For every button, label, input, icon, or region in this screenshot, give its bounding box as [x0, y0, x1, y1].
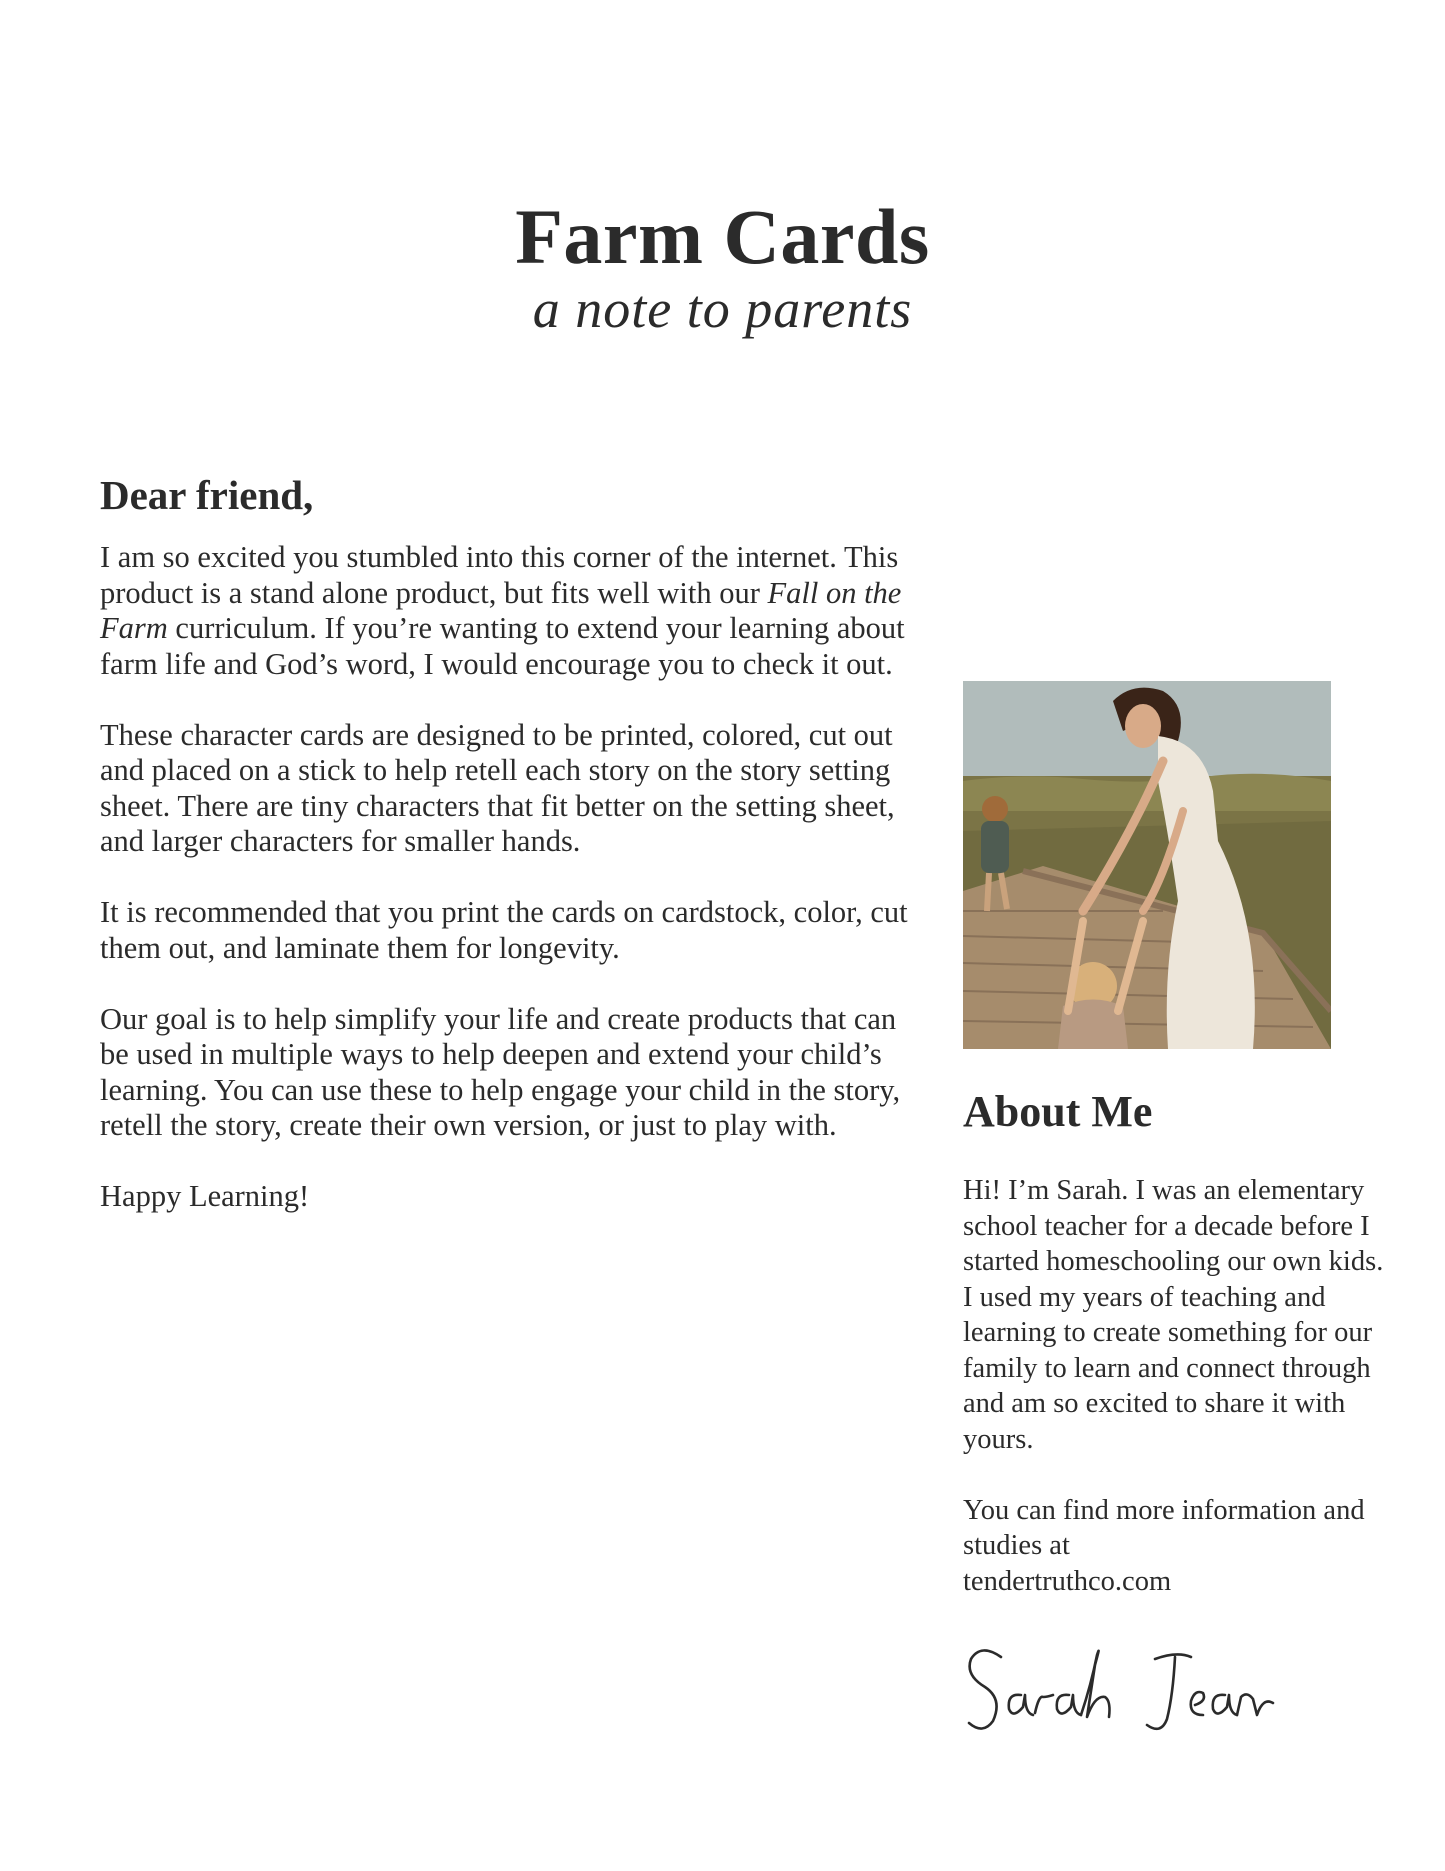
page-header [0, 195, 1445, 339]
about-info-text: You can find more information and studies at [963, 1494, 1365, 1561]
about-heading: About Me [963, 1087, 1153, 1136]
family-photo-illustration [963, 681, 1331, 1049]
intro-text-end: curriculum. If you’re wanting to extend your learning about farm life and God’s word, I would encourage you to check it out. [100, 611, 905, 681]
letter-paragraph-printing: It is recommended that you print the cards on cardstock, color, cut them out, and laminate them for longevity. [100, 895, 908, 965]
family-photo [963, 681, 1331, 1049]
letter-paragraph-goal: Our goal is to help simplify your life and create products that can be used in multiple ways to help deepen and extend your child’s learning. You can use these to help engage your child in the story, retell the story, create their own version, or just to play with. [100, 1001, 901, 1142]
intro-text-start: I am so excited you stumbled into this corner of the internet. This product is a stand alone product, but fits well with our [100, 540, 899, 610]
curriculum-title: Fall on the Farm [100, 575, 902, 645]
letter-column [100, 470, 920, 1250]
letter-closing: Happy Learning! [100, 1179, 310, 1213]
letter-paragraph-cards: These character cards are designed to be printed, colored, cut out and placed on a stick to help retell each story on the story setting sheet. There are tiny characters that fit better on the setting sheet, and larger characters for smaller hands. [100, 717, 895, 858]
page-subtitle: a note to parents [532, 279, 913, 339]
letter-paragraph-intro [100, 540, 920, 682]
page-title: Farm Cards [515, 193, 930, 280]
signature-handwriting [963, 1635, 1303, 1745]
greeting-heading: Dear friend, [100, 472, 314, 518]
website-link[interactable]: tendertruthco.com [963, 1565, 1172, 1597]
about-bio: Hi! I’m Sarah. I was an elementary school teacher for a decade before I started homeschooling our own kids. I used my years of teaching and learning to create something for our family to learn and connect through and am so excited to share it with yours. [963, 1175, 1384, 1455]
about-sidebar [963, 681, 1393, 1745]
about-info [963, 1493, 1393, 1600]
signature [963, 1635, 1303, 1745]
